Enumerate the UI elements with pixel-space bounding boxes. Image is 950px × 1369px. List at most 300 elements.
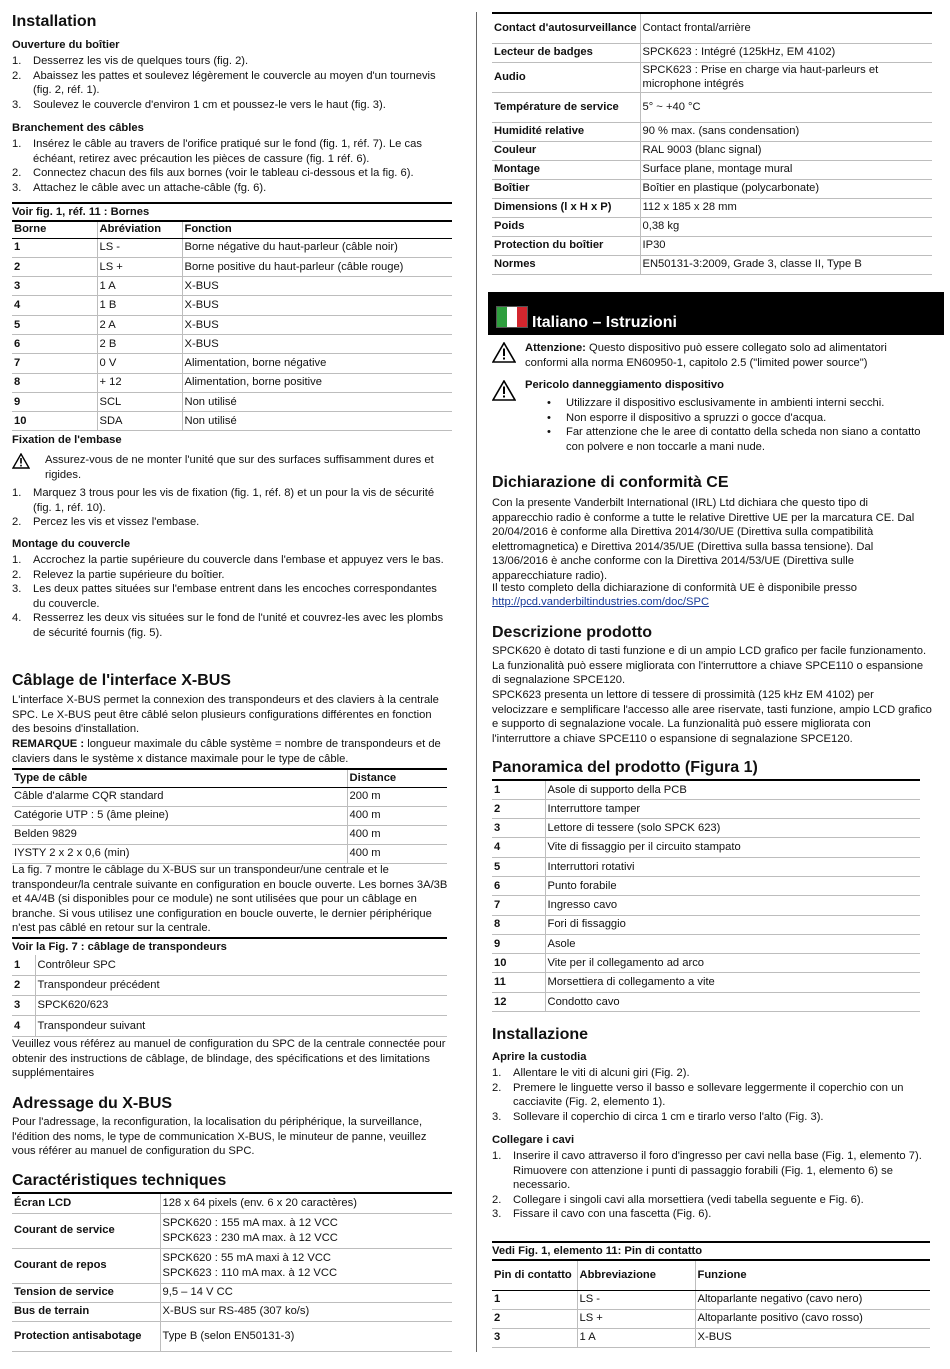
table-cell: 3 xyxy=(492,1328,577,1347)
column-header: Abbreviazione xyxy=(577,1260,695,1290)
step-text: Connectez chacun des fils aux bornes (voir le tableau ci-dessous et la fig. 6). xyxy=(33,167,414,180)
table-cell: 1 A xyxy=(577,1328,695,1347)
montage-step-item xyxy=(12,568,452,583)
table-cell: + 12 xyxy=(97,373,182,392)
spec-value xyxy=(160,1248,452,1283)
table-row xyxy=(492,1309,930,1328)
table-cell: 1 xyxy=(492,780,545,799)
table-cell: Alimentation, borne positive xyxy=(182,373,452,392)
descrizione-paragraph-2: SPCK623 presenta un lettore di tessere di prossimità (125 kHz EM 4102) per velocizzare e semplificare l'accesso alle aree riservate, tasti funzione, ampio LCD grafico e supporto di segnalazione vocale. La funzionalità può essere migliorata con l'interruttore a chiave SPCE110 o espansione di segnalazione SPCE120. xyxy=(492,689,932,745)
spec-row xyxy=(492,217,932,236)
table-cell: Alimentation, borne négative xyxy=(182,354,452,373)
pericolo-label: Pericolo danneggiamento dispositivo xyxy=(525,379,724,391)
montage-step-item xyxy=(12,582,452,611)
table-cell: Condotto cavo xyxy=(545,992,920,1011)
spec-value: Boîtier en plastique (polycarbonate) xyxy=(640,179,932,198)
caracteristiques-heading: Caractéristiques techniques xyxy=(12,1172,227,1189)
spec-row xyxy=(12,1283,452,1302)
table-cell: 9 xyxy=(12,392,97,411)
column-header: Fonction xyxy=(182,221,452,238)
cable-type-table xyxy=(12,768,447,864)
remarque-text: longueur maximale du câble système = nombre de transpondeurs et de claviers dans le système x distance maximale pour le type de câble. xyxy=(12,738,441,765)
spec-value: Contact frontal/arrière xyxy=(640,13,932,43)
table-cell: IYSTY 2 x 2 x 0,6 (min) xyxy=(12,844,347,863)
step-number: 2. xyxy=(12,69,22,82)
spec-value-line: 128 x 64 pixels (env. 6 x 20 caractères) xyxy=(162,1196,357,1209)
spec-row xyxy=(492,255,932,274)
table-cell: 6 xyxy=(492,876,545,895)
step-number: 1. xyxy=(12,55,22,67)
table-cell: Transpondeur suivant xyxy=(35,1016,447,1036)
table-cell: SPCK620/623 xyxy=(35,996,447,1016)
table-cell: Interruttore tamper xyxy=(545,799,920,818)
spec-label: Courant de repos xyxy=(12,1248,160,1283)
aprire-step-item xyxy=(492,1110,932,1125)
step-number: 1. xyxy=(12,487,22,499)
spec-value-line: SPCK623 : 230 mA max. à 12 VCC xyxy=(162,1231,338,1244)
step-text: Accrochez la partie supérieure du couvercle dans l'embase et appuyez vers le bas. xyxy=(33,554,444,566)
table-cell: X-BUS xyxy=(182,296,452,315)
fig7-caption: Voir la Fig. 7 : câblage de transpondeurs xyxy=(12,941,227,953)
montage-steps xyxy=(12,553,452,640)
spec-row xyxy=(492,92,932,122)
spec-label: Protection du boîtier xyxy=(492,236,640,255)
montage-heading: Montage du couvercle xyxy=(12,538,131,550)
table-cell: 3 xyxy=(492,819,545,838)
warning-icon xyxy=(12,453,30,474)
spec-row xyxy=(492,122,932,141)
table-cell: Vite di fissaggio per il circuito stampato xyxy=(545,838,920,857)
ouverture-steps xyxy=(12,54,452,112)
table-row xyxy=(492,1328,930,1347)
fixation-warning xyxy=(12,453,452,482)
table-row xyxy=(492,819,920,838)
pericolo-notice xyxy=(492,378,932,393)
collegare-step-item xyxy=(492,1149,932,1193)
spec-value-line: X-BUS sur RS-485 (307 ko/s) xyxy=(162,1305,310,1318)
table-cell: 8 xyxy=(12,373,97,392)
spec-label: Poids xyxy=(492,217,640,236)
table-row xyxy=(492,1290,930,1309)
table-header-row xyxy=(12,221,452,238)
table-row xyxy=(12,412,452,431)
table-cell: 2 A xyxy=(97,315,182,334)
cablage-paragraph-1: L'interface X-BUS permet la connexion des transpondeurs et des claviers à la centrale SPC. Le X-BUS peut être câblé selon plusieurs configurations différentes en fonction des besoins d'installation. xyxy=(12,694,439,736)
column-divider xyxy=(476,12,477,1352)
pericolo-bullet: • Far attenzione che le aree di contatto della scheda non siano a contatto con polvere e non toccarle a mani nude. xyxy=(492,425,922,454)
table-cell: Morsettiera di collegamento a vite xyxy=(545,973,920,992)
step-text: Collegare i singoli cavi alla morsettiera (vedi tabella seguente e Fig. 6). xyxy=(513,1193,864,1206)
table-cell: X-BUS xyxy=(182,315,452,334)
spec-label: Écran LCD xyxy=(12,1193,160,1213)
table-cell: 2 xyxy=(12,257,97,276)
table-cell: Interruttori rotativi xyxy=(545,857,920,876)
table-row xyxy=(12,354,452,373)
fixation-warning-text: Assurez-vous de ne monter l'unité que sur des surfaces suffisamment dures et rigides. xyxy=(45,454,434,481)
branchement-heading: Branchement des câbles xyxy=(12,122,144,134)
descrizione-paragraph-1: SPCK620 è dotato di tasti funzione e di un ampio LCD grafico per facile funzionamento. La funzionalità può essere migliorata con l'interruttore a chiave SPCE110 o espansione di segnalazione SPCE120. xyxy=(492,645,927,687)
bornes-table-block xyxy=(12,202,452,431)
montage-step-item xyxy=(12,553,452,568)
adressage-heading: Adressage du X-BUS xyxy=(12,1095,173,1112)
table-row xyxy=(12,844,447,863)
spec-row xyxy=(12,1302,452,1321)
spec-value xyxy=(160,1213,452,1248)
ouverture-heading: Ouverture du boîtier xyxy=(12,39,120,51)
spec-label: Tension de service xyxy=(12,1283,160,1302)
table-cell: 400 m xyxy=(347,825,447,844)
spec-row xyxy=(12,1321,452,1351)
step-number: 3. xyxy=(12,181,22,194)
table-cell: Borne positive du haut-parleur (câble rouge) xyxy=(182,257,452,276)
table-cell: 2 xyxy=(12,975,35,995)
spec-label: Montage xyxy=(492,160,640,179)
table-row xyxy=(12,1016,447,1036)
step-number: 1. xyxy=(492,1150,502,1162)
table-row xyxy=(12,787,447,806)
fig7-table-block xyxy=(12,937,447,1037)
table-cell: Altoparlante negativo (cavo nero) xyxy=(695,1290,930,1309)
table-cell: 10 xyxy=(492,954,545,973)
spec-row xyxy=(492,198,932,217)
step-number: 2. xyxy=(12,167,22,180)
column-header: Type de câble xyxy=(12,769,347,787)
spec-value: SPCK623 : Prise en charge via haut-parleurs et microphone intégrés xyxy=(640,62,932,92)
table-cell: Altoparlante positivo (cavo rosso) xyxy=(695,1309,930,1328)
italian-flag-icon xyxy=(496,306,528,328)
table-cell: 200 m xyxy=(347,787,447,806)
spec-row xyxy=(492,236,932,255)
spec-value: 5° ~ +40 °C xyxy=(640,92,932,122)
table-cell: Lettore di tessere (solo SPCK 623) xyxy=(545,819,920,838)
table-row xyxy=(492,799,920,818)
spec-label: Humidité relative xyxy=(492,122,640,141)
spec-label: Normes xyxy=(492,255,640,274)
step-text: Les deux pattes situées sur l'embase entrent dans les encoches correspondantes du couvercle. xyxy=(33,583,437,610)
spec-label: Protection antisabotage xyxy=(12,1321,160,1351)
branchement-step-item xyxy=(12,181,452,196)
spec-label: Audio xyxy=(492,62,640,92)
table-row xyxy=(492,857,920,876)
table-cell: LS + xyxy=(577,1309,695,1328)
attenzione-text: Questo dispositivo può essere collegato solo ad alimentatori conformi alla norma EN60950-1, capitolo 2.5 ("limited power source") xyxy=(525,342,887,369)
table-cell: Catégorie UTP : 5 (âme pleine) xyxy=(12,806,347,825)
step-number: 4. xyxy=(12,612,22,625)
ce-doc-link[interactable]: http://pcd.vanderbiltindustries.com/doc/SPC xyxy=(492,596,710,608)
ce-paragraph-1: Con la presente Vanderbilt International (IRL) Ltd dichiara che questo tipo di apparecchio radio è conforme a tutte le relative Direttive UE per la marcatura CE. Dal 20/04/2016 è conforme alla Direttiva 2014/30/UE (Direttiva sulla compatibilità elettromagnetica) e Direttiva 2014/35/UE (Direttiva sulla bassa tensione). Dal 13/06/2016 è anche conforme con la Direttiva 2014/53/UE (Direttiva sulle apparecchiature radio). xyxy=(492,497,915,582)
spec-label: Contact d'autosurveillance xyxy=(492,13,640,43)
spec-value xyxy=(160,1283,452,1302)
spec-value: EN50131-3:2009, Grade 3, classe II, Type B xyxy=(640,255,932,274)
spec-label: Lecteur de badges xyxy=(492,43,640,62)
table-row xyxy=(12,257,452,276)
bornes-caption: Voir fig. 1, réf. 11 : Bornes xyxy=(12,206,150,218)
spec-value: IP30 xyxy=(640,236,932,255)
installazione-heading: Installazione xyxy=(492,1026,589,1043)
installation-heading: Installation xyxy=(12,13,97,30)
cablage-heading: Câblage de l'interface X-BUS xyxy=(12,672,231,689)
italiano-banner xyxy=(488,292,944,335)
table-row xyxy=(12,238,452,257)
fixation-step-item xyxy=(12,486,452,515)
table-row xyxy=(492,915,920,934)
column-header: Funzione xyxy=(695,1260,930,1290)
table-cell: Câble d'alarme CQR standard xyxy=(12,787,347,806)
table-cell: 5 xyxy=(492,857,545,876)
pin-table xyxy=(492,1259,930,1348)
adressage-paragraph: Pour l'adressage, la reconfiguration, la localisation du périphérique, la surveillance, l'édition des noms, le type de communication X-BUS, le minuteur de panne, veuillez vous référer au manuel de configuration du SPC. xyxy=(12,1116,427,1158)
table-row xyxy=(12,955,447,975)
collegare-step-item xyxy=(492,1207,932,1222)
table-cell: Asole xyxy=(545,934,920,953)
table-cell: Punto forabile xyxy=(545,876,920,895)
table-cell: 12 xyxy=(492,992,545,1011)
table-row xyxy=(492,934,920,953)
step-number: 1. xyxy=(492,1067,502,1079)
spec-value xyxy=(160,1193,452,1213)
spec-value: 0,38 kg xyxy=(640,217,932,236)
table-row xyxy=(12,373,452,392)
ce-paragraph-2: Il testo completo della dichiarazione di conformità UE è disponibile presso xyxy=(492,582,858,594)
table-cell: Ingresso cavo xyxy=(545,896,920,915)
step-number: 1. xyxy=(12,138,22,150)
spec-value-line: SPCK620 : 55 mA maxi à 12 VCC xyxy=(162,1251,332,1264)
attenzione-label: Attenzione: xyxy=(525,342,586,354)
table-cell: 1 xyxy=(12,955,35,975)
table-cell: 1 A xyxy=(97,277,182,296)
ouverture-step-item xyxy=(12,98,452,113)
table-cell: 7 xyxy=(492,896,545,915)
step-number: 3. xyxy=(12,583,22,596)
table-cell: SCL xyxy=(97,392,182,411)
table-cell: LS - xyxy=(577,1290,695,1309)
remarque-label: REMARQUE : xyxy=(12,738,85,750)
spec-value: RAL 9003 (blanc signal) xyxy=(640,141,932,160)
pericolo-bullets xyxy=(492,396,922,454)
spec-value xyxy=(160,1302,452,1321)
branchement-step-item xyxy=(12,166,452,181)
table-cell: 6 xyxy=(12,334,97,353)
step-text: Abaissez les pattes et soulevez légèrement le couvercle au moyen d'un tournevis (fig. 2, réf. 1). xyxy=(33,69,436,97)
caracteristiques-table xyxy=(12,1192,452,1352)
table-cell: 0 V xyxy=(97,354,182,373)
table-cell: 4 xyxy=(492,838,545,857)
table-cell: 3 xyxy=(12,996,35,1016)
spec-value-line: SPCK620 : 155 mA max. à 12 VCC xyxy=(162,1216,338,1229)
spec-value: Surface plane, montage mural xyxy=(640,160,932,179)
step-number: 2. xyxy=(492,1193,502,1206)
spec-value: 90 % max. (sans condensation) xyxy=(640,122,932,141)
table-row xyxy=(492,876,920,895)
table-cell: Transpondeur précédent xyxy=(35,975,447,995)
aprire-heading: Aprire la custodia xyxy=(492,1051,587,1063)
fixation-heading: Fixation de l'embase xyxy=(12,434,122,446)
cablage-paragraph-2: La fig. 7 montre le câblage du X-BUS sur un transpondeur/une centrale et le transpondeur/la centrale suivante en configuration en boucle ouverte. Les bornes 3A/3B et 4A/4B (si disponibles pour ce module) ne sont utilisées que pour un câblage en branche. Si vous utilisez une configuration en boucle ouverte, le dernier périphérique n'est pas câblé en retour sur la centrale. xyxy=(12,864,448,935)
spec-value-line: 9,5 – 14 V CC xyxy=(162,1286,233,1299)
step-text: Inserire il cavo attraverso il foro d'ingresso per cavi nella base (Fig. 1, elemento 7). xyxy=(513,1150,922,1162)
step-text: Soulevez le couvercle d'environ 1 cm et poussez-le vers le haut (fig. 3). xyxy=(33,98,386,111)
cablage-remarque xyxy=(12,737,452,766)
step-number: 3. xyxy=(492,1110,502,1123)
fixation-step-item xyxy=(12,515,452,530)
panoramica-heading: Panoramica del prodotto (Figura 1) xyxy=(492,759,758,776)
table-row xyxy=(12,996,447,1016)
table-cell: LS - xyxy=(97,238,182,257)
table-cell: 7 xyxy=(12,354,97,373)
table-row xyxy=(12,975,447,995)
collegare-heading: Collegare i cavi xyxy=(492,1134,575,1146)
warning-icon xyxy=(492,342,516,368)
table-cell: 400 m xyxy=(347,844,447,863)
cablage-paragraph-3: Veuillez vous référez au manuel de configuration du SPC de la centrale connectée pour obtenir des instructions de câblage, de blindage, des spécifications et des limitations supplémentaires xyxy=(12,1038,446,1080)
aprire-step-item xyxy=(492,1081,932,1110)
step-text: Fissare il cavo con una fascetta (Fig. 6). xyxy=(513,1208,712,1221)
spec-row xyxy=(492,179,932,198)
spec-row xyxy=(492,160,932,179)
ouverture-step-item xyxy=(12,54,452,69)
bornes-table xyxy=(12,220,452,431)
spec-label: Température de service xyxy=(492,92,640,122)
pericolo-bullet: • Utilizzare il dispositivo esclusivamente in ambienti interni secchi. xyxy=(492,396,922,411)
spec-label: Bus de terrain xyxy=(12,1302,160,1321)
attenzione-notice xyxy=(492,341,932,370)
table-cell: 9 xyxy=(492,934,545,953)
step-text: Sollevare il coperchio di circa 1 cm e tirarlo verso l'alto (Fig. 3). xyxy=(513,1110,824,1123)
table-row xyxy=(12,315,452,334)
step-text: Attachez le câble avec un attache-câble (fg. 6). xyxy=(33,181,267,194)
spec-row xyxy=(12,1193,452,1213)
step-text: Percez les vis et vissez l'embase. xyxy=(33,516,200,529)
fig7-table xyxy=(12,955,447,1037)
pin-table-block xyxy=(492,1241,930,1348)
table-cell: 2 B xyxy=(97,334,182,353)
table-cell: Belden 9829 xyxy=(12,825,347,844)
spec-label: Boîtier xyxy=(492,179,640,198)
spec-row xyxy=(12,1213,452,1248)
step-text: Resserrez les deux vis situées sur le fond de l'unité et couvrez-les avec les plombs de sécurité fournis (fig. 5). xyxy=(33,612,444,639)
column-header: Pin di contatto xyxy=(492,1260,577,1290)
table-cell: Asole di supporto della PCB xyxy=(545,780,920,799)
table-row xyxy=(492,780,920,799)
step-text-continued: Rimuovere con attenzione i punti di passaggio forabili (Fig. 1, elemento 6) se necessario. xyxy=(513,1164,893,1192)
table-cell: 3 xyxy=(12,277,97,296)
table-header-row xyxy=(492,1260,930,1290)
table-cell: SDA xyxy=(97,412,182,431)
table-row xyxy=(492,838,920,857)
montage-step-item xyxy=(12,611,452,640)
table-cell: 4 xyxy=(12,296,97,315)
step-text: Premere le linguette verso il basso e sollevare leggermente il coperchio con un cacciavite (Fig. 2, elemento 1). xyxy=(513,1081,904,1109)
table-row xyxy=(12,277,452,296)
collegare-steps xyxy=(492,1149,932,1222)
spec-value-line: SPCK623 : 110 mA max. à 12 VCC xyxy=(162,1266,338,1279)
step-text: Desserrez les vis de quelques tours (fig. 2). xyxy=(33,55,249,67)
spec-value: 112 x 185 x 28 mm xyxy=(640,198,932,217)
branchement-step-item xyxy=(12,137,452,166)
column-header: Distance xyxy=(347,769,447,787)
table-cell: 10 xyxy=(12,412,97,431)
spec-row xyxy=(12,1248,452,1283)
ce-heading: Dichiarazione di conformità CE xyxy=(492,474,729,491)
table-cell: 1 xyxy=(492,1290,577,1309)
table-cell: 11 xyxy=(492,973,545,992)
table-cell: Non utilisé xyxy=(182,412,452,431)
table-row xyxy=(12,806,447,825)
table-row xyxy=(492,992,920,1011)
spec-label: Couleur xyxy=(492,141,640,160)
step-number: 2. xyxy=(492,1081,502,1094)
table-row xyxy=(12,296,452,315)
table-row xyxy=(12,825,447,844)
step-number: 2. xyxy=(12,568,22,581)
table-row xyxy=(12,392,452,411)
spec-value-line: Type B (selon EN50131-3) xyxy=(162,1329,295,1342)
spec-row xyxy=(492,141,932,160)
ouverture-step-item xyxy=(12,69,452,98)
table-cell: 1 xyxy=(12,238,97,257)
branchement-steps xyxy=(12,137,452,195)
pericolo-bullet: • Non esporre il dispositivo a spruzzi o gocce d'acqua. xyxy=(492,411,922,426)
step-text: Marquez 3 trous pour les vis de fixation (fig. 1, réf. 8) et un pour la vis de sécurité (fig. 1, réf. 10). xyxy=(33,487,435,514)
table-cell: 2 xyxy=(492,1309,577,1328)
spec-label: Courant de service xyxy=(12,1213,160,1248)
aprire-step-item xyxy=(492,1066,932,1081)
table-cell: X-BUS xyxy=(182,334,452,353)
step-text: Allentare le viti di alcuni giri (Fig. 2). xyxy=(513,1067,690,1079)
collegare-step-item xyxy=(492,1193,932,1208)
step-number: 3. xyxy=(492,1208,502,1221)
spec-row xyxy=(492,43,932,62)
table-cell: 2 xyxy=(492,799,545,818)
step-number: 1. xyxy=(12,554,22,566)
table-cell: 5 xyxy=(12,315,97,334)
table-cell: Vite per il collegamento ad arco xyxy=(545,954,920,973)
pin-caption: Vedi Fig. 1, elemento 11: Pin di contatto xyxy=(492,1245,703,1257)
step-number: 3. xyxy=(12,98,22,111)
table-cell: X-BUS xyxy=(182,277,452,296)
spec-table-continued xyxy=(492,12,932,275)
column-header: Borne xyxy=(12,221,97,238)
table-cell: Borne négative du haut-parleur (câble noir) xyxy=(182,238,452,257)
table-cell: Contrôleur SPC xyxy=(35,955,447,975)
spec-value xyxy=(160,1321,452,1351)
table-cell: Fori di fissaggio xyxy=(545,915,920,934)
step-text: Insérez le câble au travers de l'orifice pratiqué sur le fond (fig. 1, réf. 7). Le cas échéant, retirez avec précaution les pièces de cassure (fig. 1 réf. 6). xyxy=(33,138,422,165)
spec-label: Dimensions (l x H x P) xyxy=(492,198,640,217)
table-row xyxy=(12,334,452,353)
table-header-row xyxy=(12,769,447,787)
step-text: Relevez la partie supérieure du boîtier. xyxy=(33,568,225,581)
aprire-steps xyxy=(492,1066,932,1124)
table-cell: X-BUS xyxy=(695,1328,930,1347)
panoramica-table xyxy=(492,779,920,1012)
table-cell: 400 m xyxy=(347,806,447,825)
table-row xyxy=(492,896,920,915)
table-row xyxy=(492,954,920,973)
table-cell: 4 xyxy=(12,1016,35,1036)
step-number: 2. xyxy=(12,516,22,529)
table-cell: Non utilisé xyxy=(182,392,452,411)
fixation-steps xyxy=(12,486,452,530)
spec-row xyxy=(492,62,932,92)
spec-row xyxy=(492,13,932,43)
table-row xyxy=(492,973,920,992)
spec-value: SPCK623 : Intégré (125kHz, EM 4102) xyxy=(640,43,932,62)
column-header: Abréviation xyxy=(97,221,182,238)
table-cell: 1 B xyxy=(97,296,182,315)
table-cell: LS + xyxy=(97,257,182,276)
descrizione-heading: Descrizione prodotto xyxy=(492,624,653,641)
